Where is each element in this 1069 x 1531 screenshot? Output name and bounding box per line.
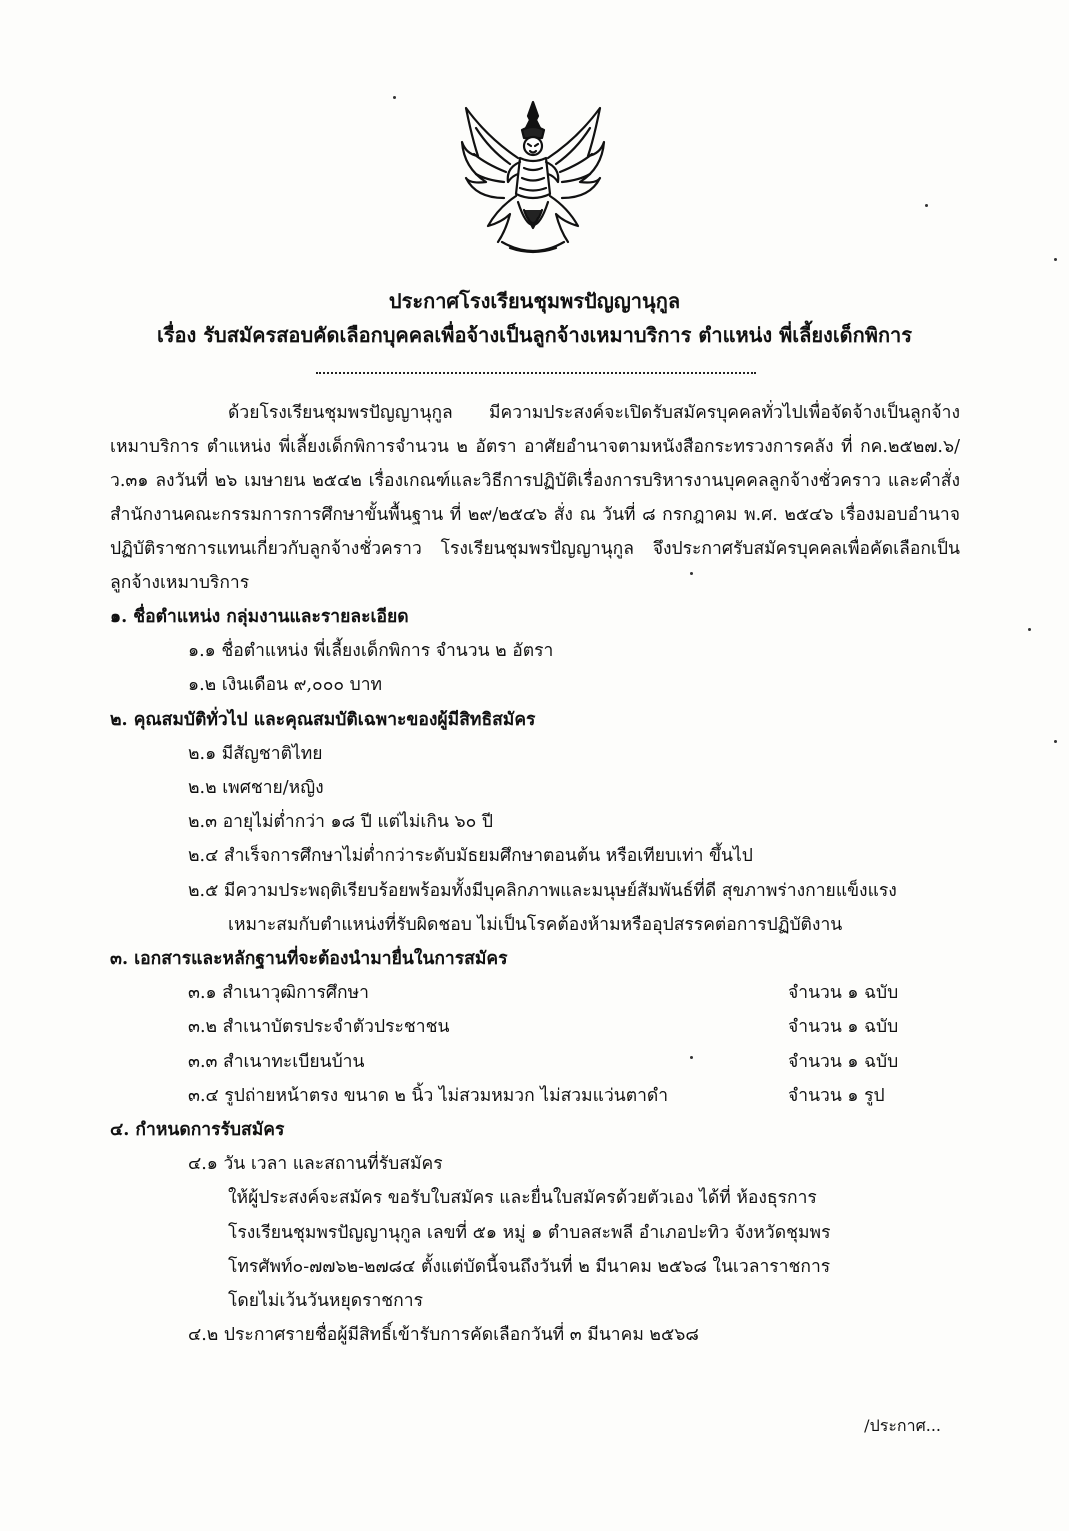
document-quantity: จำนวน ๑ ฉบับ: [788, 983, 899, 1004]
document-list-item: [110, 976, 908, 1010]
section-4-item-1: ๔.๑ วัน เวลา และสถานที่รับสมัคร: [188, 1154, 443, 1175]
section-1-item-1: ๑.๑ ชื่อตำแหน่ง พี่เลี้ยงเด็กพิการ จำนวน ๒ อัตรา: [188, 641, 554, 662]
section-1-heading: ๑. ชื่อตำแหน่ง กลุ่มงานและรายละเอียด: [110, 607, 409, 627]
section-3-heading: ๓. เอกสารและหลักฐานที่จะต้องนำมายื่นในการสมัคร: [110, 949, 508, 970]
scan-speck: [690, 1056, 693, 1059]
section-2-item-5-cont: เหมาะสมกับตำแหน่งที่รับผิดชอบ ไม่เป็นโรคต้องห้ามหรืออุปสรรคต่อการปฏิบัติงาน: [228, 914, 843, 935]
section-4-item-1-line-2: โรงเรียนชุมพรปัญญานุกูล เลขที่ ๕๑ หมู่ ๑ ตำบลสะพลี อำเภอปะทิว จังหวัดชุมพร: [228, 1222, 831, 1243]
document-body: [110, 396, 960, 1352]
scan-speck: [1054, 740, 1057, 743]
title-block: [0, 284, 1069, 352]
intro-paragraph: ด้วยโรงเรียนชุมพรปัญญานุกูล มีความประสงค์จะเปิดรับสมัครบุคคลทั่วไปเพื่อจัดจ้างเป็นลูกจ้างเหมาบริการ ตำแหน่ง พี่เลี้ยงเด็กพิการจำนวน ๒ อัตรา อาศัยอำนาจตามหนังสือกระทรวงการคลัง ที่ กค.๒๕๒๗.๖/ว.๓๑ ลงวันที่ ๒๖ เมษายน ๒๕๔๒ เรื่องเกณฑ์และวิธีการปฏิบัติเรื่องการบริหารงานบุคคลลูกจ้างชั่วคราว และคำสั่งสำนักงานคณะกรรมการการศึกษาขั้นพื้นฐาน ที่ ๒๙/๒๕๔๖ สั่ง ณ วันที่ ๘ กรกฎาคม พ.ศ. ๒๕๔๖ เรื่องมอบอำนาจปฏิบัติราชการแทนเกี่ยวกับลูกจ้างชั่วคราว โรงเรียนชุมพรปัญญานุกูล จึงประกาศรับสมัครบุคคลเพื่อคัดเลือกเป็นลูกจ้างเหมาบริการ: [110, 403, 960, 593]
section-4-heading: ๔. กำหนดการรับสมัคร: [110, 1120, 285, 1141]
section-2-item-4: ๒.๔ สำเร็จการศึกษาไม่ต่ำกว่าระดับมัธยมศึกษาตอนต้น หรือเทียบเท่า ขึ้นไป: [188, 846, 753, 867]
section-4-item-1-line-1: ให้ผู้ประสงค์จะสมัคร ขอรับใบสมัคร และยื่นใบสมัครด้วยตัวเอง ได้ที่ ห้องธุรการ: [228, 1188, 817, 1209]
announcement-subject: เรื่อง รับสมัครสอบคัดเลือกบุคคลเพื่อจ้างเป็นลูกจ้างเหมาบริการ ตำแหน่ง พี่เลี้ยงเด็กพิการ: [156, 323, 913, 347]
scan-speck: [1054, 258, 1057, 261]
garuda-seal-icon: [458, 98, 608, 258]
section-4-item-1-line-4: โดยไม่เว้นวันหยุดราชการ: [228, 1291, 423, 1312]
section-2-item-2: ๒.๒ เพศชาย/หญิง: [188, 778, 324, 799]
page-continuation: /ประกาศ...: [864, 1416, 941, 1435]
document-label: ๓.๑ สำเนาวุฒิการศึกษา: [188, 983, 369, 1004]
section-4-item-2: ๔.๒ ประกาศรายชื่อผู้มีสิทธิ์เข้ารับการคัดเลือกวันที่ ๓ มีนาคม ๒๕๖๘: [188, 1325, 699, 1346]
scan-speck: [925, 204, 928, 207]
section-4-item-1-line-3: โทรศัพท์๐-๗๗๖๒-๒๗๘๔ ตั้งแต่บัดนี้จนถึงวันที่ ๒ มีนาคม ๒๕๖๘ ในเวลาราชการ: [228, 1256, 831, 1277]
announcement-title: ประกาศโรงเรียนชุมพรปัญญานุกูล: [388, 289, 681, 313]
scan-speck: [690, 572, 693, 575]
document-list-item: [110, 1045, 908, 1079]
dotted-divider: [316, 372, 756, 374]
document-list-item: [110, 1010, 908, 1044]
document-quantity: จำนวน ๑ ฉบับ: [788, 1017, 899, 1038]
section-2-item-3: ๒.๓ อายุไม่ต่ำกว่า ๑๘ ปี แต่ไม่เกิน ๖๐ ปี: [188, 812, 493, 833]
section-2-item-5: ๒.๕ มีความประพฤติเรียบร้อยพร้อมทั้งมีบุคลิกภาพและมนุษย์สัมพันธ์ที่ดี สุขภาพร่างกายแข็งแรง: [188, 880, 897, 901]
document-label: ๓.๓ สำเนาทะเบียนบ้าน: [188, 1051, 365, 1072]
scan-speck: [393, 96, 396, 99]
document-label: ๓.๒ สำเนาบัตรประจำตัวประชาชน: [188, 1017, 450, 1038]
document-label: ๓.๔ รูปถ่ายหน้าตรง ขนาด ๒ นิ้ว ไม่สวมหมวก ไม่สวมแว่นตาดำ: [188, 1085, 669, 1106]
scan-speck: [1028, 628, 1031, 631]
section-2-heading: ๒. คุณสมบัติทั่วไป และคุณสมบัติเฉพาะของผู้มีสิทธิสมัคร: [110, 709, 536, 730]
document-list-item: [110, 1079, 908, 1113]
section-1-item-2: ๑.๒ เงินเดือน ๙,๐๐๐ บาท: [188, 675, 383, 696]
document-quantity: จำนวน ๑ รูป: [788, 1085, 885, 1106]
section-2-item-1: ๒.๑ มีสัญชาติไทย: [188, 743, 323, 764]
document-quantity: จำนวน ๑ ฉบับ: [788, 1051, 899, 1072]
